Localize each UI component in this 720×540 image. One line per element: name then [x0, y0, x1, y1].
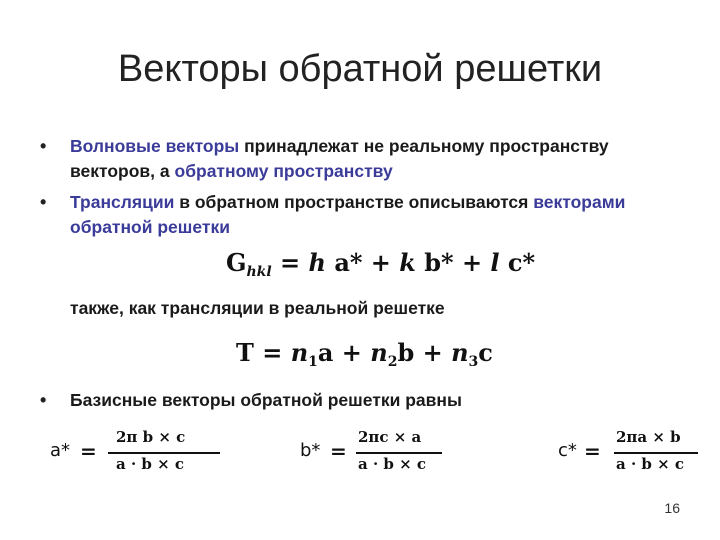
highlight-reciprocal-lattice-vectors: векторами обратной решетки — [70, 192, 626, 237]
fraction-bar — [108, 452, 220, 454]
bullet-wave-vectors — [40, 134, 690, 184]
also-text: также, как трансляции в реальной решетке — [70, 298, 445, 318]
highlight-reciprocal-space: обратному пространству — [174, 161, 393, 181]
bullet-basis-vectors — [40, 388, 462, 413]
highlight-wave-vectors: Волновые векторы — [70, 136, 240, 156]
bullet-translations — [40, 190, 690, 240]
formula-g-hkl: $G_{hkl} = h$ a* + k b* + l c* — [226, 248, 536, 280]
fraction-bar — [356, 452, 442, 454]
bullet-dot-icon: • — [40, 390, 47, 410]
formula-t: $T = n_1a + n_2b + n_3c$ — [236, 338, 493, 370]
bullet-dot-icon: • — [40, 136, 47, 156]
bullet-text: Базисные векторы обратной решетки равны — [70, 390, 462, 410]
bullet-text: принадлежат не реальному пространству векторов, а — [70, 136, 609, 181]
page-number: 16 — [664, 500, 680, 516]
bullet-text: в обратном пространстве описываются — [174, 192, 534, 212]
formula-b-star: b* = 2πc × a a · b × c — [300, 426, 480, 476]
bullet-dot-icon: • — [40, 192, 47, 212]
highlight-translations: Трансляции — [70, 192, 175, 212]
formula-a-star: a* = 2π b × c a · b × c — [50, 426, 250, 476]
slide-title: Векторы обратной решетки — [117, 48, 603, 90]
formula-c-star: c* = 2πa × b a · b × c — [558, 426, 708, 476]
fraction-bar — [614, 452, 698, 454]
